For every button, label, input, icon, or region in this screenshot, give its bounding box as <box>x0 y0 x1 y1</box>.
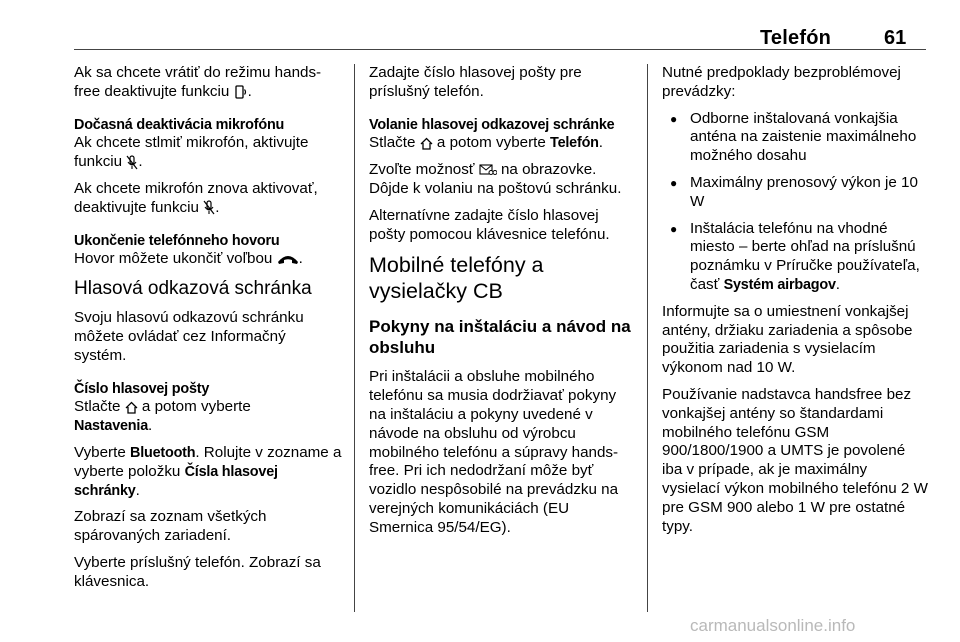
intro-paragraph: Ak sa chcete vrátiť do režimu hands-free deaktivujte funkciu . <box>74 64 322 100</box>
mic-mute-icon <box>203 200 215 215</box>
column-divider-2 <box>647 64 648 612</box>
list-item: ● Maximálny prenosový výkon je 10 W <box>662 174 928 212</box>
voicemail-paragraph: Svoju hlasovú odkazovú schránku môžete ovládať cez Informačný systém. <box>74 309 304 364</box>
end-call-paragraph: Hovor môžete ukončiť voľbou . <box>74 250 303 268</box>
number-paragraph-1: Stlačte a potom vyberte Nastavenia. <box>74 398 251 435</box>
number-paragraph-4: Vyberte príslušný telefón. Zobrazí sa klávesnica. <box>74 553 321 590</box>
install-paragraph: Pri inštalácii a obsluhe mobilného telefónu sa musia dodržiavať pokyny na inštaláciu a pokyny uvedené v návode na obsluhu od výrobcu mobilného telefónu a súpravy hands-free. Pri ich nedodržaní môže byť vozidlo nespôsobilé na prevádzku na verejných komunikáciách (EU Smernica 95/54/EG). <box>369 368 619 536</box>
list-item: ● Inštalácia telefónu na vhodné miesto – berte ohľad na príslušnú poznámku v Príručke používateľa, časť Systém airbagov. <box>662 220 928 295</box>
mic-heading: Dočasná deaktivácia mikrofónu <box>74 116 285 133</box>
call-paragraph-2: Zvoľte možnosť na obrazovke. Dôjde k volaniu na poštovú schránku. <box>369 161 622 197</box>
call-voicemail-heading: Volanie hlasovej odkazovej schránke <box>369 116 615 133</box>
number-paragraph-3: Zobrazí sa zoznam všetkých spárovaných zariadení. <box>74 508 267 545</box>
call-paragraph-3: Alternatívne zadajte číslo hlasovej pošty pomocou klávesnice telefónu. <box>369 206 610 243</box>
section-heading: Mobilné telefóny a vysielačky CB <box>369 253 544 304</box>
mic-mute-icon <box>126 155 138 170</box>
home-icon <box>125 401 138 414</box>
column-2 <box>369 64 633 546</box>
list-item: ● Odborne inštalovaná vonkajšia anténa na zaistenie maximálneho možného dosahu <box>662 110 928 166</box>
mic-paragraph-1: Ak chcete stlmiť mikrofón, aktivujte funkciu . <box>74 134 309 171</box>
column-divider-1 <box>354 64 355 612</box>
mic-paragraph-2: Ak chcete mikrofón znova aktivovať, deaktivujte funkciu . <box>74 179 318 216</box>
handsfree-icon <box>234 85 248 99</box>
number-paragraph-2: Vyberte Bluetooth. Rolujte v zozname a vyberte položku Čísla hlasovej schránky. <box>74 443 342 499</box>
antenna-paragraph: Informujte sa o umiestnení vonkajšej antény, držiaku zariadenia a spôsobe použitia zariadenia s vysielacím výkonom nad 10 W. <box>662 302 913 377</box>
page-number: 61 <box>884 27 907 49</box>
voicemail-number-heading: Číslo hlasovej pošty <box>74 380 210 397</box>
handset-icon <box>277 253 299 265</box>
column-3 <box>662 64 928 544</box>
home-icon <box>420 137 433 150</box>
header-title: Telefón <box>760 27 832 49</box>
voicemail-heading: Hlasová odkazová schránka <box>74 278 312 300</box>
header-rule <box>74 49 926 50</box>
prerequisites-list <box>662 110 928 295</box>
voicemail-icon <box>479 164 497 176</box>
call-paragraph-1: Stlačte a potom vyberte Telefón. <box>369 134 603 152</box>
install-heading: Pokyny na inštaláciu a návod na obsluhu <box>369 317 631 358</box>
column-1 <box>74 64 342 600</box>
end-call-heading: Ukončenie telefónneho hovoru <box>74 232 280 249</box>
voicemail-input-paragraph: Zadajte číslo hlasovej pošty pre príslušný telefón. <box>369 64 582 100</box>
handsfree-paragraph: Používanie nadstavca handsfree bez vonkajšej antény so štandardami mobilného telefónu GSM 900/1800/1900 a UMTS je povolené iba v prípade, ak je maximálny vysielací výkon mobilného telefónu 2 W pre GSM 900 alebo 1 W pre ostatné typy. <box>662 385 928 535</box>
watermark: carmanualsonline.info <box>690 616 856 635</box>
prerequisites-paragraph: Nutné predpoklady bezproblémovej prevádzky: <box>662 64 901 100</box>
